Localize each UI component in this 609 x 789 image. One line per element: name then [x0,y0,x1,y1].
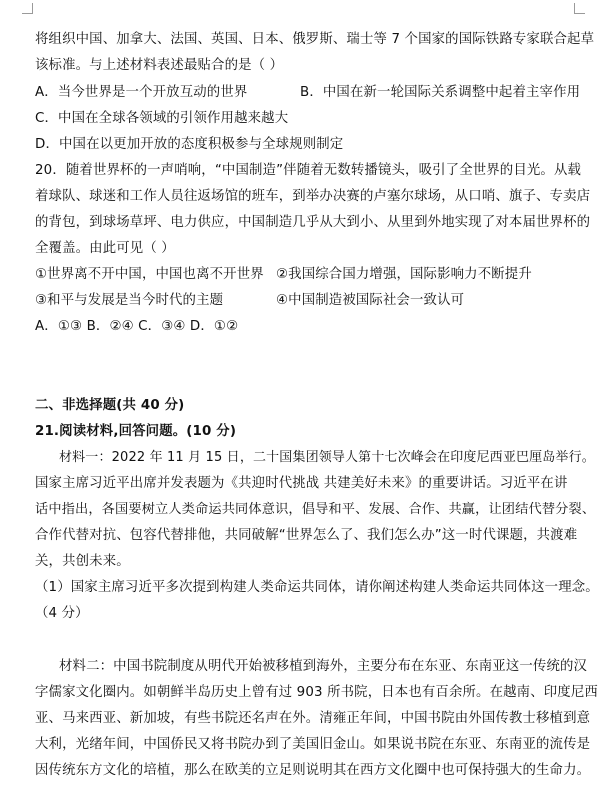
q21-material2-line-2: 字儒家文化圈内。如朝鲜半岛历史上曾有过 903 所书院，日本也有百余所。在越南、印度尼西 [35,685,598,700]
q21-material1-line-5: 关，共创未来。 [35,554,130,569]
q21-subquestion1-line-1: （1）国家主席习近平多次提到构建人类命运共同体，请你阐述构建人类命运共同体这一理念。 [35,580,599,595]
q19-option-c: C．中国在全球各领域的引领作用越来越大 [35,111,289,126]
q21-material2-line-3: 亚、马来西亚、新加坡，有些书院还名声在外。清雍正年间，中国书院由外国传教士移植到意 [35,711,591,726]
q21-material1-line-4: 合作代替对抗、包容代替排他，共同破解“世界怎么了、我们怎么办”这一时代课题，共渡难 [35,528,578,543]
q19-option-d: D．中国在以更加开放的态度积极参与全球规则制定 [35,137,344,152]
q20-choices: A．①③ B．②④ C．③④ D．①② [35,319,239,334]
q21-material1-line-3: 话中指出，各国要树立人类命运共同体意识，倡导和平、发展、合作、共赢，让团结代替分裂、 [35,502,596,517]
q21-material2-line-4: 大利，光绪年间，中国侨民又将书院办到了美国旧金山。如果说书院在东亚、东南亚的流传是 [35,737,591,752]
q21-material1-line-2: 国家主席习近平出席并发表题为《共迎时代挑战 共建美好未来》的重要讲话。习近平在讲 [35,476,568,491]
q20-stem-line-1: 20．随着世界杯的一声哨响，“中国制造”伴随着无数转播镜头，吸引了全世界的目光。从载 [35,163,582,178]
q21-title: 21.阅读材料,回答问题。(10 分) [35,424,237,439]
q21-subquestion1-line-2: （4 分） [35,606,89,621]
q20-stem-line-4: 全覆盖。由此可见（ ） [35,241,175,256]
q21-material2-line-1: 材料二：中国书院制度从明代开始被移植到海外，主要分布在东亚、东南亚这一传统的汉 [59,659,588,674]
q19-stem-line-2: 该标准。与上述材料表述最贴合的是（ ） [35,58,284,73]
q19-stem-line-1: 将组织中国、加拿大、法国、英国、日本、俄罗斯、瑞士等 7 个国家的国际铁路专家联合起草 [35,32,595,47]
q20-statement-4: ④中国制造被国际社会一致认可 [276,293,465,308]
q19-option-a: A．当今世界是一个开放互动的世界 [35,85,248,100]
q20-statement-3: ③和平与发展是当今时代的主题 [35,293,224,308]
q21-material2-line-5: 因传统东方文化的培植，那么在欧美的立足则说明其在西方文化圈中也可保持强大的生命力。 [35,763,591,778]
q20-statement-2: ②我国综合国力增强，国际影响力不断提升 [276,267,532,282]
q20-stem-line-2: 着球队、球迷和工作人员往返场馆的班车，到举办决赛的卢塞尔球场，从口哨、旗子、专卖店 [35,189,591,204]
section-title: 二、非选择题(共 40 分) [35,398,185,413]
q19-option-b: B．中国在新一轮国际关系调整中起着主宰作用 [300,85,581,100]
q21-material1-line-1: 材料一：2022 年 11 月 15 日，二十国集团领导人第十七次峰会在印度尼西亚巴厘岛举行。 [59,450,595,465]
q20-stem-line-3: 的背包，到球场草坪、电力供应，中国制造几乎从大到小、从里到外地实现了对本届世界杯的 [35,215,591,230]
q20-statement-1: ①世界离不开中国，中国也离不开世界 [35,267,264,282]
